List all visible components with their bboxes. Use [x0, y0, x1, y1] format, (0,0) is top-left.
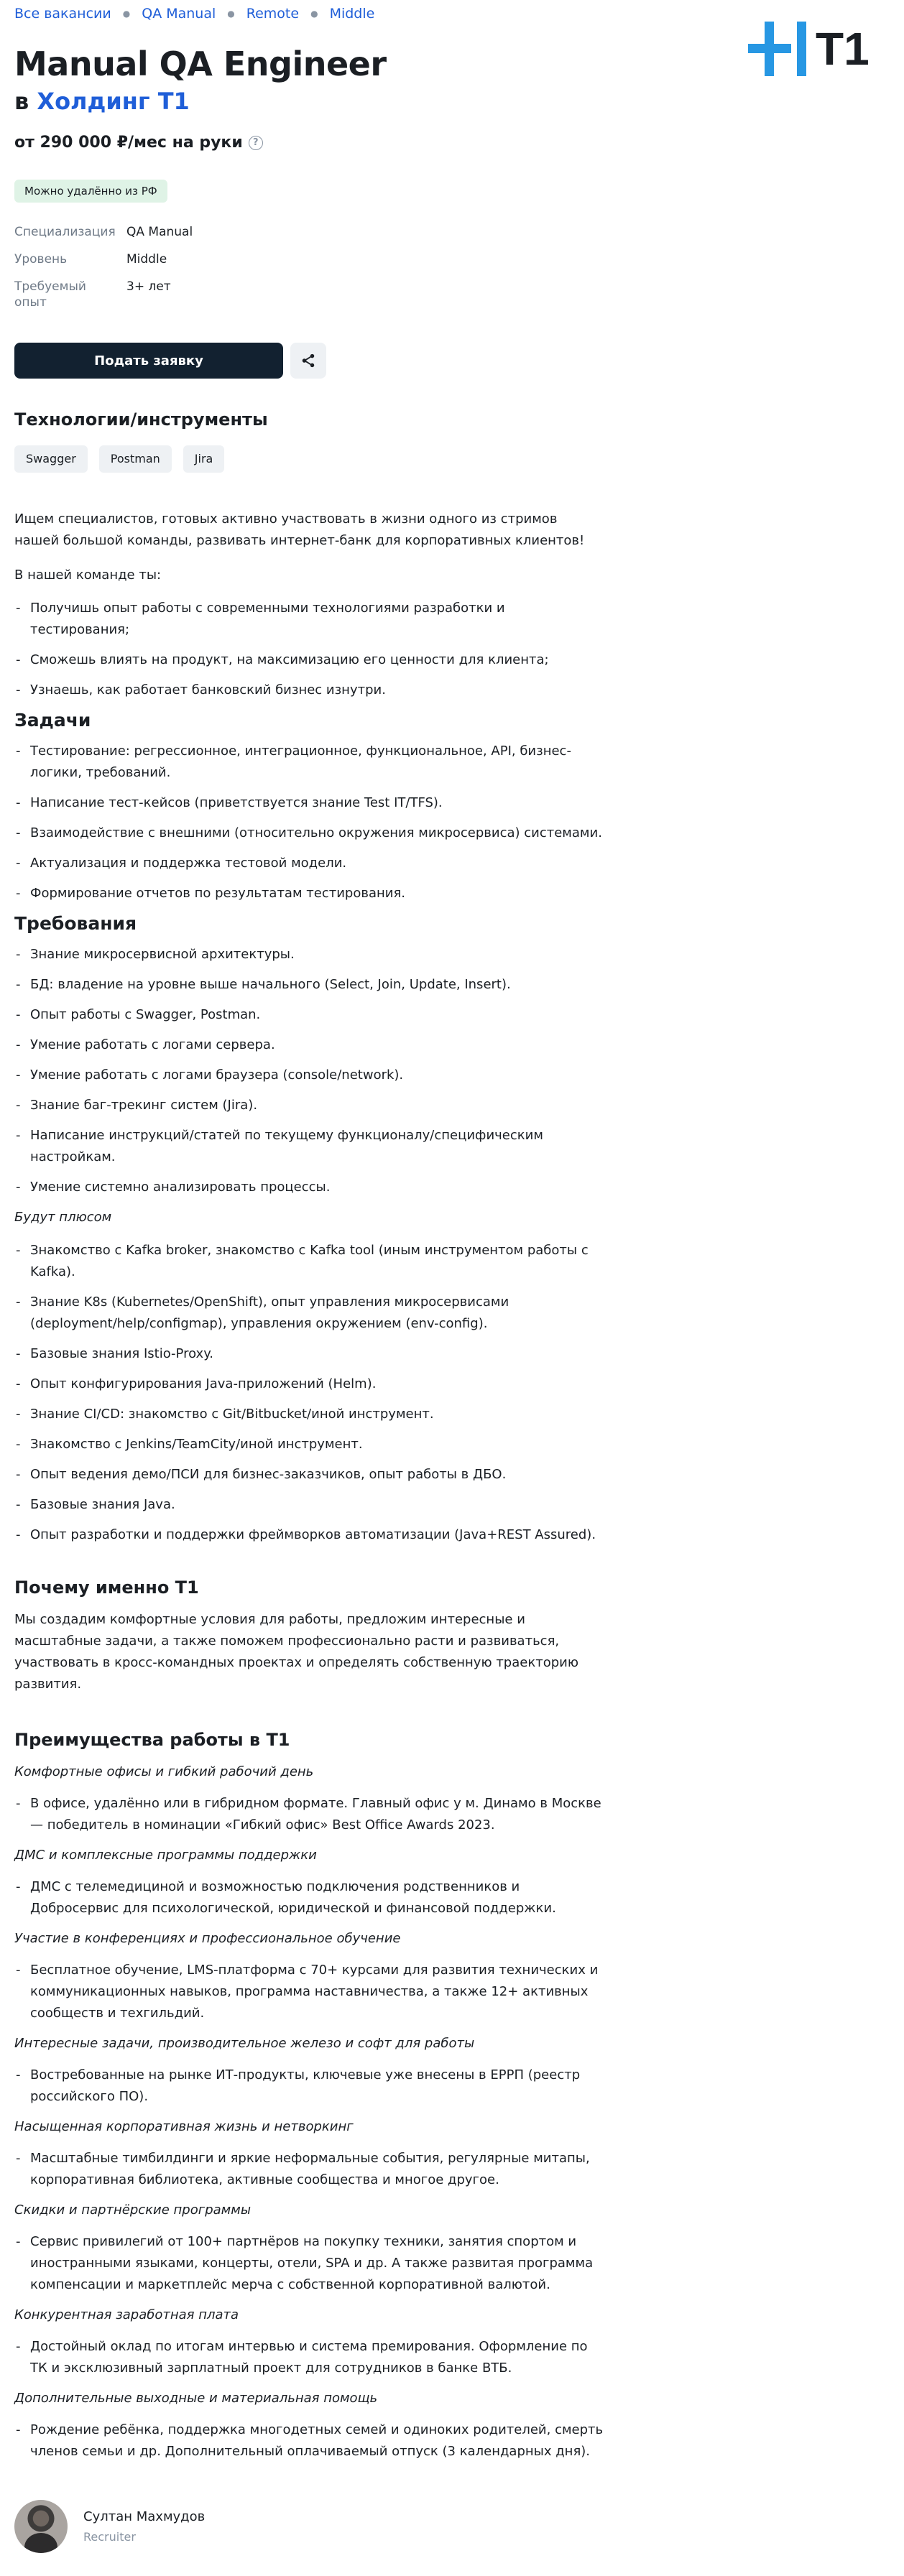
- company-line: [14, 88, 190, 115]
- tech-tags: [14, 445, 604, 473]
- prop-value: Middle: [126, 252, 167, 267]
- tech-heading: Технологии/инструменты: [14, 409, 268, 430]
- prop-value: 3+ лет: [126, 279, 171, 294]
- info-icon[interactable]: ?: [249, 136, 263, 150]
- benefit-title: Интересные задачи, производительное железо и софт для работы: [14, 2036, 475, 2051]
- salary: [14, 134, 263, 152]
- prop-row: [14, 251, 244, 267]
- benefit-title: ДМС и комплексные программы поддержки: [14, 1848, 317, 1863]
- list-item: - Взаимодействие с внешними (относительно окружения микросервиса) системами.: [14, 823, 604, 844]
- list-item: - Бесплатное обучение, LMS-платформа с 70+ курсами для развития технических и коммуникационных навыков, программа наставничества, а также 12+ активных сообществ и техгильдий.: [14, 1960, 604, 2024]
- benefit-title: Комфортные офисы и гибкий рабочий день: [14, 1764, 314, 1779]
- t1-logo-icon: [748, 22, 892, 76]
- list-item: - Рождение ребёнка, поддержка многодетных семей и одиноких родителей, смерть членов семьи и др. Дополнительный оплачиваемый отпуск (3 календарных дня).: [14, 2419, 604, 2463]
- breadcrumb-middle[interactable]: Middle: [329, 6, 375, 22]
- list-item: - Сможешь влиять на продукт, на максимизацию его ценности для клиента;: [14, 649, 604, 671]
- apply-button[interactable]: Подать заявку: [14, 343, 283, 379]
- benefit-list: [14, 1793, 604, 1836]
- benefit-title: Конкурентная заработная плата: [14, 2307, 239, 2322]
- prop-key: Специализация: [14, 225, 116, 239]
- list-item: - Базовые знания Istio-Proxy.: [14, 1343, 604, 1365]
- benefit-list: [14, 2419, 604, 2463]
- svg-text:T1: T1: [816, 23, 870, 75]
- list-item: - Знание баг-трекинг систем (Jira).: [14, 1095, 604, 1116]
- breadcrumb: [14, 6, 374, 22]
- list-item: - Опыт разработки и поддержки фреймворков автоматизации (Java+REST Assured).: [14, 1524, 604, 1546]
- vacancy-content: [14, 409, 604, 2471]
- breadcrumb-separator: ●: [310, 9, 318, 19]
- why-heading: Почему именно Т1: [14, 1577, 199, 1598]
- prop-key: Уровень: [14, 252, 68, 267]
- salary-text: от 290 000 ₽/мес на руки: [14, 134, 243, 152]
- breadcrumb-all-vacancies[interactable]: Все вакансии: [14, 6, 111, 22]
- list-item: - Достойный оклад по итогам интервью и система премирования. Оформление по ТК и эксклюзивный зарплатный проект для сотрудников в банке ВТБ.: [14, 2336, 604, 2379]
- requirements-list: [14, 944, 604, 1198]
- recruiter-name: Султан Махмудов: [83, 2509, 206, 2524]
- recruiter-role: Recruiter: [83, 2530, 136, 2544]
- list-item: - Знакомство с Kafka broker, знакомство с Kafka tool (иным инструментом работы с Kafka).: [14, 1240, 604, 1283]
- benefits-heading: Преимущества работы в Т1: [14, 1730, 290, 1750]
- list-item: - Базовые знания Java.: [14, 1494, 604, 1516]
- breadcrumb-qa-manual[interactable]: QA Manual: [142, 6, 216, 22]
- list-item: - Умение работать с логами браузера (console/network).: [14, 1065, 604, 1086]
- list-item: - В офисе, удалённо или в гибридном формате. Главный офис у м. Динамо в Москве — победитель в номинации «Гибкий офис» Best Office Awards 2023.: [14, 1793, 604, 1836]
- tasks-heading: Задачи: [14, 710, 91, 731]
- tech-tag[interactable]: Swagger: [14, 445, 88, 473]
- tech-tag[interactable]: Postman: [99, 445, 172, 473]
- benefit-title: Скидки и партнёрские программы: [14, 2202, 252, 2218]
- breadcrumb-separator: ●: [122, 9, 131, 19]
- list-item: - ДМС с телемедициной и возможностью подключения родственников и Добросервис для психологической, юридической и финансовой поддержки.: [14, 1876, 604, 1919]
- intro-team: В нашей команде ты:: [14, 567, 162, 583]
- plus-list: [14, 1240, 604, 1546]
- list-item: - Масштабные тимбилдинги и яркие неформальные события, регулярные митапы, корпоративная библиотека, активные сообщества и многое другое.: [14, 2148, 604, 2191]
- vacancy-properties: [14, 224, 244, 322]
- benefit-title: Насыщенная корпоративная жизнь и нетворкинг: [14, 2119, 354, 2134]
- list-item: - Умение системно анализировать процессы.: [14, 1177, 604, 1198]
- list-item: - Опыт ведения демо/ПСИ для бизнес-заказчиков, опыт работы в ДБО.: [14, 1464, 604, 1486]
- breadcrumb-separator: ●: [227, 9, 235, 19]
- breadcrumb-remote[interactable]: Remote: [246, 6, 300, 22]
- intro-list: [14, 598, 604, 701]
- prop-row: [14, 224, 244, 240]
- t1-logo[interactable]: [748, 22, 892, 79]
- list-item: - БД: владение на уровне выше начального (Select, Join, Update, Insert).: [14, 974, 604, 996]
- intro-text: Ищем специалистов, готовых активно участвовать в жизни одного из стримов нашей большой команды, развивать интернет-банк для корпоративных клиентов!: [14, 511, 585, 548]
- plus-label: Будут плюсом: [14, 1210, 112, 1225]
- benefit-list: [14, 2148, 604, 2191]
- benefit-list: [14, 2336, 604, 2379]
- list-item: - Умение работать с логами сервера.: [14, 1034, 604, 1056]
- remote-badge: Можно удалённо из РФ: [14, 180, 167, 203]
- benefit-title: Участие в конференциях и профессиональное обучение: [14, 1931, 401, 1946]
- list-item: - Тестирование: регрессионное, интеграционное, функциональное, API, бизнес-логики, требований.: [14, 741, 604, 784]
- list-item: - Знание микросервисной архитектуры.: [14, 944, 604, 965]
- list-item: - Сервис привилегий от 100+ партнёров на покупку техники, занятия спортом и иностранными языками, концерты, отели, SPA и др. А также развитая программа компенсации и маркетплейс мерча с собственной корпоративной валютой.: [14, 2231, 604, 2296]
- list-item: - Получишь опыт работы с современными технологиями разработки и тестирования;: [14, 598, 604, 641]
- benefit-title: Дополнительные выходные и материальная помощь: [14, 2391, 378, 2406]
- list-item: - Опыт работы с Swagger, Postman.: [14, 1004, 604, 1026]
- page-title: Manual QA Engineer: [14, 45, 387, 83]
- requirements-heading: Требования: [14, 913, 137, 934]
- list-item: - Знание K8s (Kubernetes/OpenShift), опыт управления микросервисами (deployment/help/configmap), управления окружением (env-config).: [14, 1292, 604, 1335]
- list-item: - Опыт конфигурирования Java-приложений (Helm).: [14, 1373, 604, 1395]
- list-item: - Актуализация и поддержка тестовой модели.: [14, 853, 604, 874]
- list-item: - Написание тест-кейсов (приветствуется знание Test IT/TFS).: [14, 792, 604, 814]
- benefit-list: [14, 2231, 604, 2296]
- prop-key: Требуемый опыт: [14, 279, 86, 310]
- tasks-list: [14, 741, 604, 904]
- prop-value: QA Manual: [126, 225, 193, 239]
- tech-tag[interactable]: Jira: [183, 445, 225, 473]
- benefit-list: [14, 1876, 604, 1919]
- prop-row: [14, 279, 244, 310]
- list-item: - Формирование отчетов по результатам тестирования.: [14, 883, 604, 904]
- share-button[interactable]: [290, 343, 326, 379]
- company-prefix: в: [14, 88, 29, 115]
- company-link[interactable]: Холдинг Т1: [37, 88, 190, 115]
- recruiter-card: [14, 2500, 205, 2553]
- list-item: - Востребованные на рынке ИТ-продукты, ключевые уже внесены в ЕРРП (реестр российского ПО).: [14, 2065, 604, 2108]
- benefit-list: [14, 2065, 604, 2108]
- share-icon: [300, 353, 316, 369]
- list-item: - Написание инструкций/статей по текущему функционалу/специфическим настройкам.: [14, 1125, 604, 1168]
- list-item: - Знакомство с Jenkins/TeamCity/иной инструмент.: [14, 1434, 604, 1455]
- list-item: - Узнаешь, как работает банковский бизнес изнутри.: [14, 680, 604, 701]
- benefit-list: [14, 1960, 604, 2024]
- avatar: [14, 2500, 68, 2553]
- why-text: Мы создадим комфортные условия для работы, предложим интересные и масштабные задачи, а также поможем профессионально расти и развиваться, участвовать в кросс-командных проектах и определять собственную траекторию развития.: [14, 1612, 578, 1692]
- list-item: - Знание CI/CD: знакомство с Git/Bitbucket/иной инструмент.: [14, 1404, 604, 1425]
- recruiter-info: [83, 2509, 205, 2544]
